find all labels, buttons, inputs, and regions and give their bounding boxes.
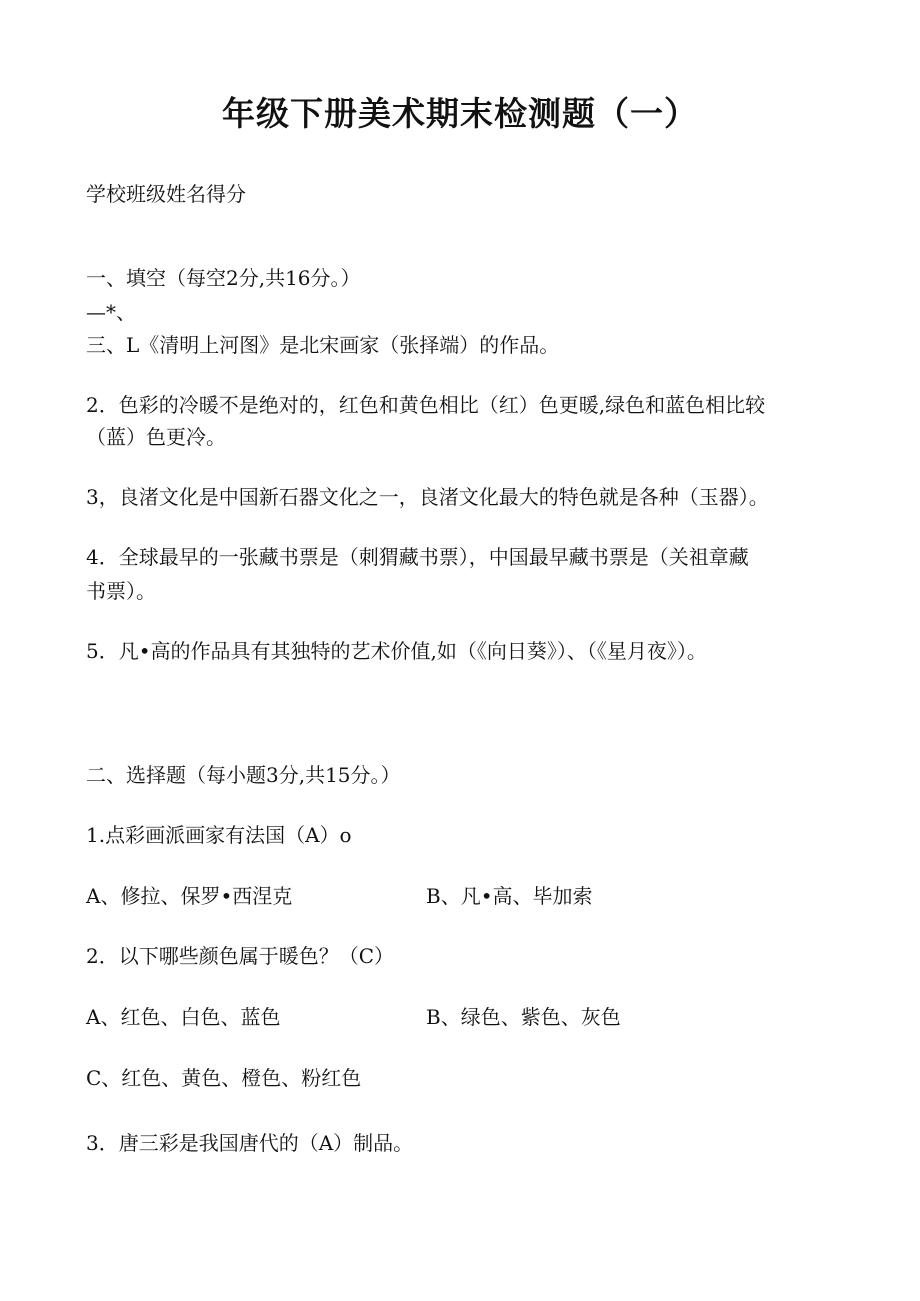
fill-question-4-line2: 书票）。 [86, 579, 156, 603]
choice-question-3: 3．唐三彩是我国唐代的（A）制品。 [86, 1131, 414, 1155]
section2-heading: 二、选择题（每小题3分,共15分。） [86, 763, 401, 787]
choice-question-2: 2．以下哪些颜色属于暖色？（C） [86, 944, 395, 968]
fill-question-4-line1: 4．全球最早的一张藏书票是（刺猬藏书票），中国最早藏书票是（关祖章藏 [86, 545, 749, 569]
fill-question-3: 3，良渚文化是中国新石器文化之一，良渚文化最大的特色就是各种（玉器）。 [86, 485, 769, 509]
student-info-line: 学校班级姓名得分 [86, 182, 246, 206]
choice-question-2-option-a: A、红色、白色、蓝色 [86, 1005, 281, 1029]
choice-question-2-option-c: C、红色、黄色、橙色、粉红色 [86, 1066, 362, 1090]
choice-question-1-option-b: B、凡•高、毕加索 [426, 884, 593, 908]
fill-question-2-line2: （蓝）色更冷。 [86, 425, 226, 449]
fill-question-1: 三、L《清明上河图》是北宋画家（张择端）的作品。 [86, 333, 560, 357]
choice-question-1-option-a: A、修拉、保罗•西涅克 [86, 884, 293, 908]
choice-question-1: 1.点彩画派画家有法国（A）o [86, 823, 352, 847]
fill-question-5: 5．凡•高的作品具有其独特的艺术价值,如（《向日葵》）、（《星月夜》）。 [86, 639, 707, 663]
stray-line: —*、 [86, 300, 136, 324]
page-title: 年级下册美术期末检测题（一） [222, 94, 698, 133]
choice-question-2-option-b: B、绿色、紫色、灰色 [426, 1005, 621, 1029]
section1-heading: 一、填空（每空2分,共16分。） [86, 266, 361, 290]
fill-question-2-line1: 2．色彩的冷暖不是绝对的，红色和黄色相比（红）色更暖,绿色和蓝色相比较 [86, 393, 766, 417]
